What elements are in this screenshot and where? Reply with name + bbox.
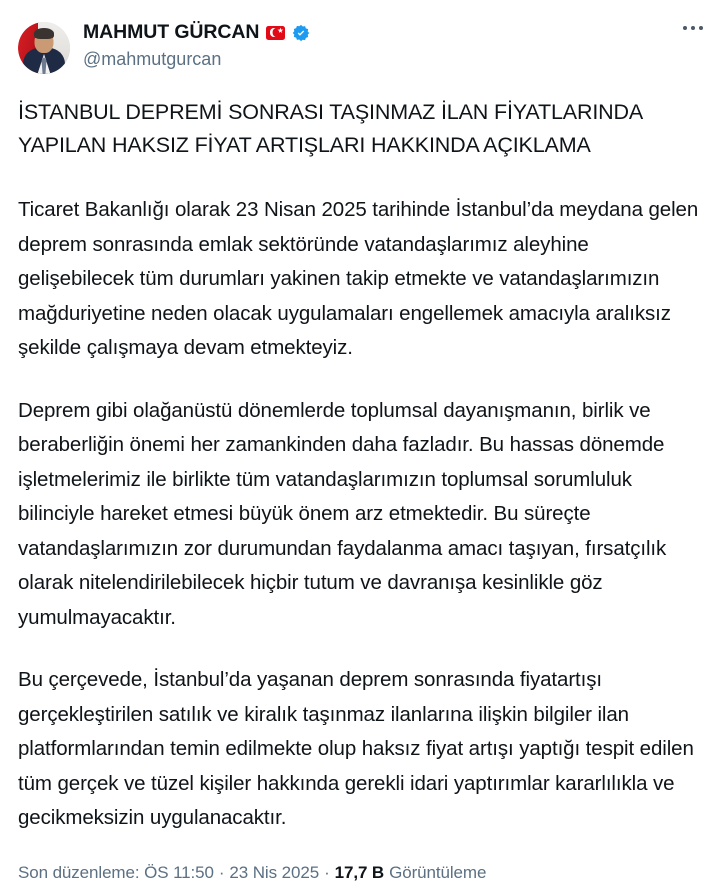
avatar-hair bbox=[34, 28, 54, 39]
tweet-header bbox=[0, 0, 721, 82]
separator-1: · bbox=[218, 862, 225, 882]
avatar-photo bbox=[18, 22, 70, 74]
tweet-body bbox=[0, 96, 721, 836]
post-date: 23 Nis 2025 bbox=[229, 862, 320, 882]
tweet-headline: İSTANBUL DEPREMİ SONRASI TAŞINMAZ İLAN FİYATLARINDA YAPILAN HAKSIZ FİYAT ARTIŞLARI HAKKINDA AÇIKLAMA bbox=[18, 100, 642, 157]
tweet-footer bbox=[0, 863, 721, 883]
author-display-name[interactable]: MAHMUT GÜRCAN bbox=[83, 21, 260, 43]
tweet-paragraph-3: Bu çerçevede, İstanbul’da yaşanan deprem sonrasında fiyatartışı gerçekleştirilen satılık ve kiralık taşınmaz ilanlarına ilişkin bilgiler ilan platformlarından temin edilmekte olup haksız fiyat artışı yaptığı tespit edilen tüm gerçek ve tüzel kişiler hakkında gerekli idari yaptırımlar kararlılıkla ve gecikmeksizin uygulanacaktır. bbox=[18, 668, 694, 829]
views-label: Görüntüleme bbox=[389, 862, 487, 882]
dot-3 bbox=[699, 26, 703, 30]
dot-1 bbox=[683, 26, 687, 30]
tweet-paragraph-1: Ticaret Bakanlığı olarak 23 Nisan 2025 tarihinde İstanbul’da meydana gelen deprem sonrasında emlak sektöründe vatandaşlarımız aleyhine gelişebilecek tüm durumları yakinen takip etmekte ve vatandaşlarımızın mağduriyetine neden olacak uygulamaları engellemek amacıyla aralıksız şekilde çalışmaya devam etmekteyiz. bbox=[18, 198, 699, 359]
tweet-paragraph-2: Deprem gibi olağanüstü dönemlerde toplumsal dayanışmanın, birlik ve beraberliğin önemi her zamankinden daha fazladır. Bu hassas dönemde işletmelerimiz ile birlikte tüm vatandaşlarımızın toplumsal sorumluluk bilinciyle hareket etmesi büyük önem arz etmektedir. Bu süreçte vatandaşlarımızın zor durumundan faydalanma amacı taşıyan, fırsatçılık olarak nitelendirilebilecek hiçbir tutum ve davranışa kesinlikle göz yumulmayacaktır. bbox=[18, 398, 667, 629]
avatar[interactable] bbox=[18, 22, 70, 74]
more-options-dots bbox=[683, 26, 703, 30]
separator-2: · bbox=[324, 862, 330, 882]
author-info bbox=[83, 22, 310, 69]
turkish-flag-icon bbox=[266, 26, 285, 40]
dot-2 bbox=[691, 26, 695, 30]
views-count: 17,7 B bbox=[334, 862, 385, 882]
edited-label: Son düzenleme: bbox=[18, 862, 140, 882]
verified-badge-icon[interactable] bbox=[292, 24, 310, 42]
author-name-row bbox=[83, 23, 310, 43]
author-handle[interactable]: @mahmutgurcan bbox=[83, 48, 222, 69]
more-options-icon[interactable] bbox=[683, 22, 703, 30]
post-time: ÖS 11:50 bbox=[144, 862, 214, 882]
